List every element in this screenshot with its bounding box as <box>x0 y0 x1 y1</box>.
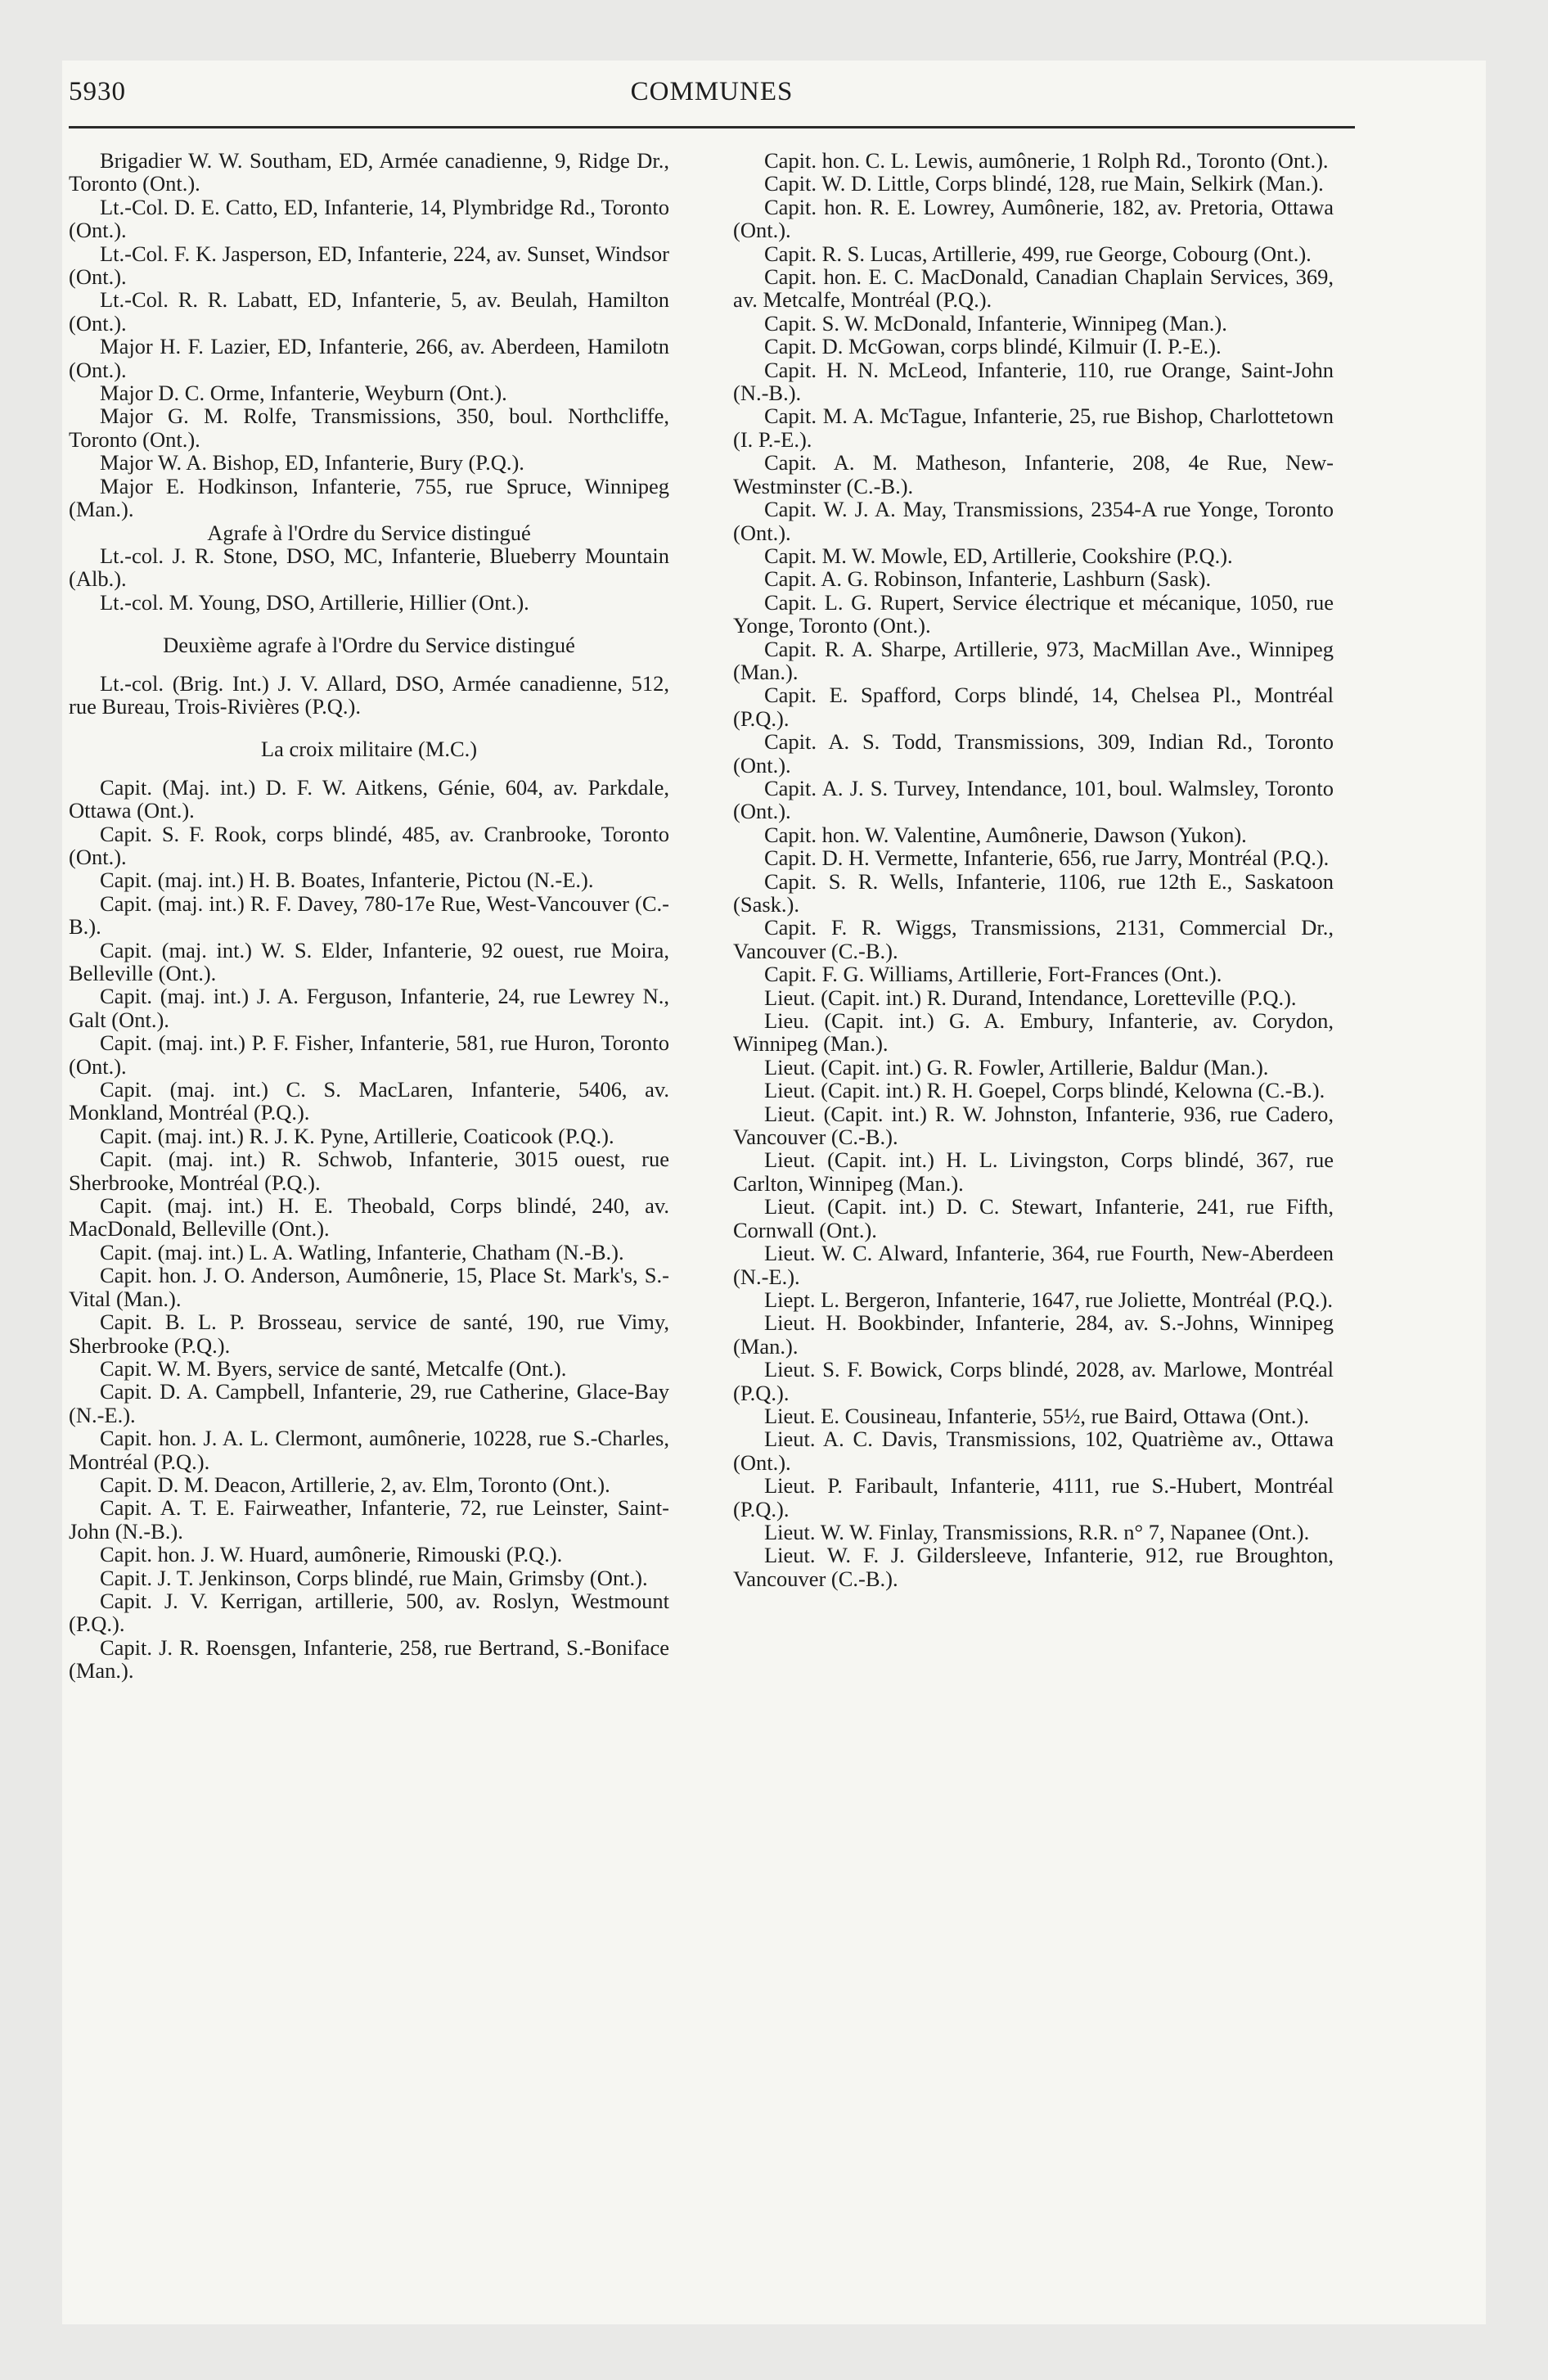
entry-list-military-cross <box>69 776 669 1683</box>
list-entry: Capit. (maj. int.) P. F. Fisher, Infanterie, 581, rue Huron, Toronto (Ont.). <box>69 1030 669 1079</box>
list-entry: Capit. R. A. Sharpe, Artillerie, 973, MacMillan Ave., Winnipeg (Man.). <box>733 636 1334 684</box>
list-entry: Lt.-Col. F. K. Jasperson, ED, Infanterie, 224, av. Sunset, Windsor (Ont.). <box>69 241 669 290</box>
list-entry: Capit. (maj. int.) R. Schwob, Infanterie, 3015 ouest, rue Sherbrooke, Montréal (P.Q.). <box>69 1147 669 1195</box>
list-entry: Capit. D. A. Campbell, Infanterie, 29, rue Catherine, Glace-Bay (N.-E.). <box>69 1379 669 1427</box>
list-entry: Capit. A. J. S. Turvey, Intendance, 101, boul. Walmsley, Toronto (Ont.). <box>733 775 1334 824</box>
list-entry: Liept. L. Bergeron, Infanterie, 1647, rue Joliette, Montréal (P.Q.). <box>764 1287 1333 1312</box>
list-entry: Lieut. E. Cousineau, Infanterie, 55½, rue Baird, Ottawa (Ont.). <box>764 1403 1309 1428</box>
list-entry: Lieu. (Capit. int.) G. A. Embury, Infanterie, av. Corydon, Winnipeg (Man.). <box>733 1008 1334 1057</box>
list-entry: Capit. D. McGowan, corps blindé, Kilmuir (I. P.-E.). <box>764 334 1222 359</box>
list-entry: Capit. (maj. int.) R. J. K. Pyne, Artillerie, Coaticook (P.Q.). <box>100 1123 614 1148</box>
page-header <box>69 77 1355 118</box>
list-entry: Capit. B. L. P. Brosseau, service de santé, 190, rue Vimy, Sherbrooke (P.Q.). <box>69 1309 669 1358</box>
list-entry: Lieut. (Capit. int.) R. Durand, Intendance, Loretteville (P.Q.). <box>764 985 1297 1010</box>
list-entry: Capit. D. H. Vermette, Infanterie, 656, rue Jarry, Montréal (P.Q.). <box>764 845 1330 871</box>
left-column <box>69 149 669 1683</box>
entry-list-general <box>69 149 669 521</box>
list-entry: Lieut. (Capit. int.) R. H. Goepel, Corps blindé, Kelowna (C.-B.). <box>764 1078 1325 1103</box>
list-entry: Capit. (maj. int.) L. A. Watling, Infanterie, Chatham (N.-B.). <box>100 1239 624 1264</box>
list-entry: Capit. S. W. McDonald, Infanterie, Winnipeg (Man.). <box>764 310 1227 336</box>
list-entry: Major E. Hodkinson, Infanterie, 755, rue Spruce, Winnipeg (Man.). <box>69 473 669 522</box>
list-entry: Capit. D. M. Deacon, Artillerie, 2, av. Elm, Toronto (Ont.). <box>100 1472 610 1497</box>
section-title-military-cross: La croix militaire (M.C.) <box>260 737 478 762</box>
list-entry: Lieut. P. Faribault, Infanterie, 4111, rue S.-Hubert, Montréal (P.Q.). <box>733 1473 1334 1521</box>
list-entry: Brigadier W. W. Southam, ED, Armée canadienne, 9, Ridge Dr., Toronto (Ont.). <box>69 148 669 196</box>
page-number: 5930 <box>69 77 126 106</box>
list-entry: Capit. W. M. Byers, service de santé, Metcalfe (Ont.). <box>100 1355 567 1381</box>
list-entry: Capit. hon. E. C. MacDonald, Canadian Chaplain Services, 369, av. Metcalfe, Montréal (P.Q.). <box>733 264 1334 313</box>
list-entry: Capit. M. A. McTague, Infanterie, 25, rue Bishop, Charlottetown (I. P.-E.). <box>733 403 1334 452</box>
list-entry: Lieut. S. F. Bowick, Corps blindé, 2028, av. Marlowe, Montréal (P.Q.). <box>733 1357 1334 1405</box>
list-entry: Capit. hon. C. L. Lewis, aumônerie, 1 Rolph Rd., Toronto (Ont.). <box>764 148 1329 173</box>
list-entry: Lt.-Col. R. R. Labatt, ED, Infanterie, 5, av. Beulah, Hamilton (Ont.). <box>69 287 669 336</box>
list-entry: Lieut. (Capit. int.) G. R. Fowler, Artillerie, Baldur (Man.). <box>764 1054 1269 1080</box>
list-entry: Capit. (maj. int.) H. B. Boates, Infanterie, Pictou (N.-E.). <box>100 868 594 893</box>
list-entry: Lt.-col. J. R. Stone, DSO, MC, Infanterie, Blueberry Mountain (Alb.). <box>69 543 669 592</box>
list-entry: Capit. (maj. int.) H. E. Theobald, Corps blindé, 240, av. MacDonald, Belleville (Ont.). <box>69 1193 669 1242</box>
running-title: COMMUNES <box>630 77 794 106</box>
entry-list-first-bar <box>69 544 669 614</box>
list-entry: Capit. hon. R. E. Lowrey, Aumônerie, 182, av. Pretoria, Ottawa (Ont.). <box>733 194 1334 243</box>
entry-list-right <box>733 149 1334 1590</box>
right-column <box>733 149 1334 1590</box>
list-entry: Capit. S. F. Rook, corps blindé, 485, av. Cranbrooke, Toronto (Ont.). <box>69 821 669 869</box>
list-entry: Capit. hon. J. W. Huard, aumônerie, Rimouski (P.Q.). <box>100 1542 563 1567</box>
section-title-second-bar: Deuxième agrafe à l'Ordre du Service distingué <box>163 633 575 658</box>
list-entry: Lt.-Col. D. E. Catto, ED, Infanterie, 14, Plymbridge Rd., Toronto (Ont.). <box>69 194 669 243</box>
list-entry: Lieut. (Capit. int.) H. L. Livingston, Corps blindé, 367, rue Carlton, Winnipeg (Man.). <box>733 1147 1334 1196</box>
list-entry: Capit. J. V. Kerrigan, artillerie, 500, av. Roslyn, Westmount (P.Q.). <box>69 1588 669 1637</box>
list-entry: Capit. F. R. Wiggs, Transmissions, 2131, Commercial Dr., Vancouver (C.-B.). <box>733 915 1334 963</box>
list-entry: Capit. (maj. int.) C. S. MacLaren, Infanterie, 5406, av. Monkland, Montréal (P.Q.). <box>69 1077 669 1125</box>
list-entry: Capit. L. G. Rupert, Service électrique et mécanique, 1050, rue Yonge, Toronto (Ont.). <box>733 589 1334 638</box>
list-entry: Capit. E. Spafford, Corps blindé, 14, Chelsea Pl., Montréal (P.Q.). <box>733 683 1334 731</box>
list-entry: Lieut. W. C. Alward, Infanterie, 364, rue Fourth, New-Aberdeen (N.-E.). <box>733 1241 1334 1289</box>
list-entry: Lt.-col. M. Young, DSO, Artillerie, Hillier (Ont.). <box>100 589 529 615</box>
list-entry: Capit. (maj. int.) J. A. Ferguson, Infanterie, 24, rue Lewrey N., Galt (Ont.). <box>69 984 669 1032</box>
entry-list-second-bar <box>69 672 669 719</box>
list-entry: Major D. C. Orme, Infanterie, Weyburn (Ont.). <box>100 381 507 406</box>
list-entry: Capit. hon. J. A. L. Clermont, aumônerie, 10228, rue S.-Charles, Montréal (P.Q.). <box>69 1426 669 1474</box>
list-entry: Capit. A. M. Matheson, Infanterie, 208, 4e Rue, New-Westminster (C.-B.). <box>733 450 1334 498</box>
list-entry: Capit. (Maj. int.) D. F. W. Aitkens, Génie, 604, av. Parkdale, Ottawa (Ont.). <box>69 774 669 823</box>
list-entry: Lieut. (Capit. int.) D. C. Stewart, Infanterie, 241, rue Fifth, Cornwall (Ont.). <box>733 1194 1334 1242</box>
subhead-first-bar: Agrafe à l'Ordre du Service distingué <box>207 520 531 545</box>
list-entry: Capit. (maj. int.) W. S. Elder, Infanterie, 92 ouest, rue Moira, Belleville (Ont.). <box>69 937 669 985</box>
list-entry: Lieut. W. W. Finlay, Transmissions, R.R. n° 7, Napanee (Ont.). <box>764 1519 1310 1544</box>
list-entry: Capit. hon. W. Valentine, Aumônerie, Dawson (Yukon). <box>764 822 1247 847</box>
list-entry: Major H. F. Lazier, ED, Infanterie, 266, av. Aberdeen, Hamilotn (Ont.). <box>69 334 669 382</box>
list-entry: Capit. A. G. Robinson, Infanterie, Lashburn (Sask). <box>764 566 1212 592</box>
list-entry: Lt.-col. (Brig. Int.) J. V. Allard, DSO, Armée canadienne, 512, rue Bureau, Trois-Rivières (P.Q.). <box>69 670 669 719</box>
list-entry: Capit. A. S. Todd, Transmissions, 309, Indian Rd., Toronto (Ont.). <box>733 729 1334 778</box>
list-entry: Capit. A. T. E. Fairweather, Infanterie, 72, rue Leinster, Saint-John (N.-B.). <box>69 1495 669 1544</box>
list-entry: Capit. F. G. Williams, Artillerie, Fort-Frances (Ont.). <box>764 962 1222 987</box>
list-entry: Capit. hon. J. O. Anderson, Aumônerie, 15, Place St. Mark's, S.-Vital (Man.). <box>69 1263 669 1311</box>
header-rule <box>69 126 1355 128</box>
list-entry: Major G. M. Rolfe, Transmissions, 350, boul. Northcliffe, Toronto (Ont.). <box>69 403 669 452</box>
list-entry: Capit. J. R. Roensgen, Infanterie, 258, rue Bertrand, S.-Boniface (Man.). <box>69 1634 669 1684</box>
list-entry: Major W. A. Bishop, ED, Infanterie, Bury (P.Q.). <box>100 450 524 476</box>
list-entry: Capit. (maj. int.) R. F. Davey, 780-17e Rue, West-Vancouver (C.-B.). <box>69 890 669 940</box>
list-entry: Capit. W. D. Little, Corps blindé, 128, rue Main, Selkirk (Man.). <box>764 171 1324 196</box>
list-entry: Capit. W. J. A. May, Transmissions, 2354-A rue Yonge, Toronto (Ont.). <box>733 497 1334 545</box>
list-entry: Lieut. H. Bookbinder, Infanterie, 284, av. S.-Johns, Winnipeg (Man.). <box>733 1310 1334 1359</box>
list-entry: Capit. H. N. McLeod, Infanterie, 110, rue Orange, Saint-John (N.-B.). <box>733 357 1334 406</box>
list-entry: Capit. J. T. Jenkinson, Corps blindé, rue Main, Grimsby (Ont.). <box>100 1565 648 1590</box>
list-entry: Lieut. (Capit. int.) R. W. Johnston, Infanterie, 936, rue Cadero, Vancouver (C.-B.). <box>733 1101 1334 1150</box>
list-entry: Capit. R. S. Lucas, Artillerie, 499, rue George, Cobourg (Ont.). <box>764 241 1312 266</box>
list-entry: Capit. M. W. Mowle, ED, Artillerie, Cookshire (P.Q.). <box>764 543 1233 568</box>
list-entry: Lieut. A. C. Davis, Transmissions, 102, Quatrième av., Ottawa (Ont.). <box>733 1427 1334 1475</box>
list-entry: Lieut. W. F. J. Gildersleeve, Infanterie, 912, rue Broughton, Vancouver (C.-B.). <box>733 1543 1334 1591</box>
list-entry: Capit. S. R. Wells, Infanterie, 1106, rue 12th E., Saskatoon (Sask.). <box>733 868 1334 917</box>
